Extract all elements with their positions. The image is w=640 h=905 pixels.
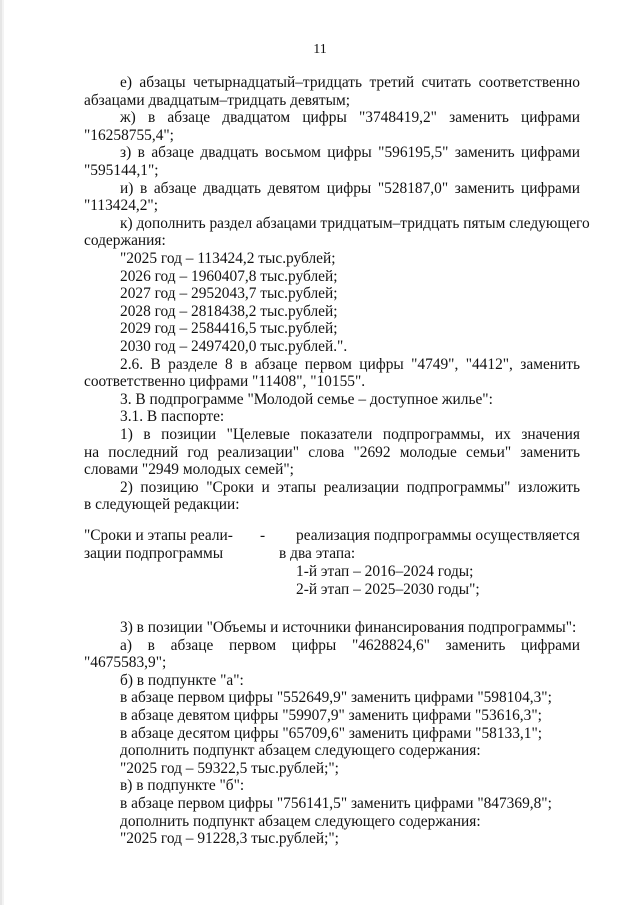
- text-line: "2025 год – 91228,3 тыс.рублей;";: [120, 830, 339, 848]
- text-line: содержания:: [84, 232, 166, 250]
- text-line: з) в абзаце двадцать восьмом цифры "596195,5" заменить цифрами: [120, 144, 580, 162]
- table-right-line-4: 2-й этап – 2025–2030 годы";: [296, 581, 480, 598]
- text-line: в абзаце первом цифры "756141,5" заменить цифрами "847369,8";: [120, 795, 552, 812]
- text-line: "113424,2";: [84, 197, 158, 215]
- text-line: е) абзацы четырнадцатый–тридцать третий считать соответственно: [120, 74, 580, 91]
- text-line: 1) в позиции "Целевые показатели подпрограммы, их значения: [120, 426, 580, 443]
- text-line: в абзаце девятом цифры "59907,9" заменить цифрами "53616,3";: [120, 707, 542, 724]
- text-line: 3) в позиции "Объемы и источники финансирования подпрограммы":: [120, 619, 577, 636]
- text-line: в) в подпункте "б":: [120, 777, 245, 795]
- text-line: а) в абзаце первом цифры "4628824,6" заменить цифрами: [120, 636, 580, 654]
- text-line: "4675583,9";: [84, 654, 167, 672]
- text-line: б) в подпункте "а":: [120, 671, 244, 689]
- text-line: в абзаце десятом цифры "65709,6" заменить цифрами "58133,1";: [120, 724, 543, 742]
- table-left-line-1: "Сроки и этапы реали-: [84, 527, 233, 544]
- text-line: на последний год реализации" слова "2692 молодые семьи" заменить: [84, 443, 580, 461]
- table-right-line-3: 1-й этап – 2016–2024 годы;: [296, 563, 474, 580]
- text-line: словами "2949 молодых семей";: [84, 461, 294, 479]
- text-line: 2.6. В разделе 8 в абзаце первом цифры "4749", "4412", заменить: [120, 355, 580, 373]
- text-line: 3. В подпрограмме "Молодой семье – доступное жилье":: [120, 390, 493, 408]
- text-line: "595144,1";: [84, 162, 159, 179]
- text-line: соответственно цифрами "11408", "10155".: [84, 373, 366, 391]
- text-line: и) в абзаце двадцать девятом цифры "528187,0" заменить цифрами: [120, 179, 580, 197]
- text-line: в следующей редакции:: [84, 496, 240, 514]
- table-right-line-1: реализация подпрограммы осуществляется: [296, 527, 580, 544]
- table-right-line-2: в два этапа:: [279, 545, 356, 562]
- text-line: "2025 год – 59322,5 тыс.рублей;";: [120, 759, 339, 777]
- text-line: 2) позицию "Сроки и этапы реализации подпрограммы" изложить: [120, 478, 580, 496]
- text-line: в абзаце первом цифры "552649,9" заменить цифрами "598104,3";: [120, 689, 552, 707]
- text-line: 2027 год – 2952043,7 тыс.рублей;: [120, 285, 338, 303]
- text-line: абзацами двадцатым–тридцать девятым;: [84, 91, 351, 109]
- text-line: 2028 год – 2818438,2 тыс.рублей;: [120, 302, 338, 320]
- text-line: к) дополнить раздел абзацами тридцатым–тридцать пятым следующего: [120, 214, 590, 232]
- text-line: "2025 год – 113424,2 тыс.рублей;: [120, 250, 336, 267]
- text-line: дополнить подпункт абзацем следующего содержания:: [120, 742, 481, 760]
- text-line: 2030 год – 2497420,0 тыс.рублей.".: [120, 338, 348, 355]
- table-dash: -: [260, 527, 266, 544]
- page-number: 11: [313, 42, 327, 57]
- text-line: ж) в абзаце двадцатом цифры "3748419,2" заменить цифрами: [120, 109, 580, 127]
- scan-edge-shadow: [2, 0, 4, 905]
- text-line: 2029 год – 2584416,5 тыс.рублей;: [120, 320, 338, 338]
- text-line: дополнить подпункт абзацем следующего содержания:: [120, 812, 481, 830]
- text-line: 2026 год – 1960407,8 тыс.рублей;: [120, 267, 338, 285]
- text-line: 3.1. В паспорте:: [120, 408, 225, 426]
- text-line: "16258755,4";: [84, 126, 174, 144]
- table-left-line-2: зации подпрограммы: [84, 545, 224, 562]
